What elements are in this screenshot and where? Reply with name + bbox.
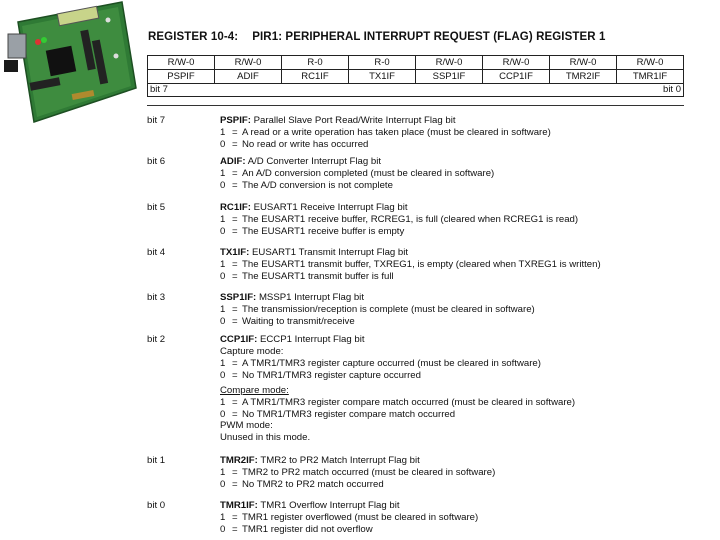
flag-description: TMR1 Overflow Interrupt Flag bit	[260, 500, 400, 511]
bit-name-cell: TMR1IF	[617, 70, 684, 84]
register-bit-table	[147, 55, 684, 84]
msb-label: bit 7	[150, 84, 168, 95]
access-cell: R/W-0	[617, 56, 684, 70]
bit-label: bit 2	[147, 334, 166, 345]
option-line: 0 = The A/D conversion is not complete	[220, 179, 393, 191]
option-line: 1 = A read or a write operation has taken place (must be cleared in software)	[220, 127, 551, 138]
bit-name-cell: RC1IF	[282, 70, 349, 84]
pwm-mode-text: Unused in this mode.	[220, 432, 311, 443]
capture-mode-heading: Capture mode:	[220, 346, 284, 357]
flag-description: MSSP1 Interrupt Flag bit	[258, 292, 364, 303]
option-line: 1 = The EUSART1 transmit buffer, TXREG1, is empty (cleared when TXREG1 is written)	[220, 259, 601, 270]
access-cell: R/W-0	[215, 56, 282, 70]
option-line: 1 = A TMR1/TMR3 register capture occurred (must be cleared in software)	[220, 358, 541, 369]
bit-name-row	[148, 70, 684, 84]
flag-name: PSPIF:	[220, 115, 251, 126]
option-line: 0 = Waiting to transmit/receive	[220, 315, 355, 327]
option-line: 0 = TMR1 register did not overflow	[220, 523, 373, 535]
register-title	[148, 31, 605, 43]
bit-label: bit 5	[147, 202, 166, 213]
option-line: 1 = A TMR1/TMR3 register compare match occurred (must be cleared in software)	[220, 397, 576, 408]
option-line: 1 = The transmission/reception is complete (must be cleared in software)	[220, 304, 535, 315]
access-cell: R/W-0	[550, 56, 617, 70]
option-line: 0 = The EUSART1 transmit buffer is full	[220, 270, 394, 282]
bit-label: bit 6	[147, 156, 166, 167]
bit-label: bit 4	[147, 247, 166, 258]
option-line: 0 = No TMR1/TMR3 register capture occurred	[220, 369, 421, 381]
bit-position-row	[147, 83, 684, 97]
register-label: REGISTER 10-4:	[148, 31, 239, 43]
bit-name-cell: SSP1IF	[416, 70, 483, 84]
option-line: 1 = An A/D conversion completed (must be cleared in software)	[220, 168, 495, 179]
flag-name: SSP1IF:	[220, 292, 257, 303]
access-cell: R-0	[349, 56, 416, 70]
flag-description: EUSART1 Receive Interrupt Flag bit	[253, 202, 408, 213]
option-line: 1 = The EUSART1 receive buffer, RCREG1, is full (cleared when RCREG1 is read)	[220, 214, 579, 225]
option-line: 0 = No TMR2 to PR2 match occurred	[220, 478, 384, 490]
access-cell: R/W-0	[416, 56, 483, 70]
option-line: 1 = TMR1 register overflowed (must be cleared in software)	[220, 512, 479, 523]
divider	[147, 105, 684, 106]
bit-label: bit 7	[147, 115, 166, 126]
bit-label: bit 1	[147, 455, 166, 466]
option-line: 0 = No TMR1/TMR3 register compare match occurred	[220, 408, 456, 420]
option-line: 0 = No read or write has occurred	[220, 138, 369, 150]
bit-label: bit 3	[147, 292, 166, 303]
access-cell: R-0	[282, 56, 349, 70]
bit-name-cell: TMR2IF	[550, 70, 617, 84]
bit-name-cell: TX1IF	[349, 70, 416, 84]
option-line: 1 = TMR2 to PR2 match occurred (must be cleared in software)	[220, 467, 496, 478]
flag-description: TMR2 to PR2 Match Interrupt Flag bit	[260, 455, 420, 466]
lsb-label: bit 0	[663, 84, 681, 95]
flag-description: ECCP1 Interrupt Flag bit	[259, 334, 365, 345]
flag-description: Parallel Slave Port Read/Write Interrupt Flag bit	[253, 115, 456, 126]
flag-name: TMR2IF:	[220, 455, 258, 466]
flag-name: ADIF:	[220, 156, 246, 167]
flag-name: TX1IF:	[220, 247, 250, 258]
bit-name-cell: ADIF	[215, 70, 282, 84]
flag-name: TMR1IF:	[220, 500, 258, 511]
bit-name-cell: CCP1IF	[483, 70, 550, 84]
bit-label: bit 0	[147, 500, 166, 511]
register-name: PIR1: PERIPHERAL INTERRUPT REQUEST (FLAG) REGISTER 1	[252, 31, 606, 43]
flag-name: CCP1IF:	[220, 334, 258, 345]
access-cell: R/W-0	[483, 56, 550, 70]
option-line: 0 = The EUSART1 receive buffer is empty	[220, 225, 405, 237]
flag-description: EUSART1 Transmit Interrupt Flag bit	[252, 247, 409, 258]
flag-name: RC1IF:	[220, 202, 251, 213]
bit-name-cell: PSPIF	[148, 70, 215, 84]
compare-mode-heading: Compare mode:	[220, 385, 289, 396]
development-board-image	[0, 0, 138, 125]
flag-description: A/D Converter Interrupt Flag bit	[247, 156, 382, 167]
access-row	[148, 56, 684, 70]
access-cell: R/W-0	[148, 56, 215, 70]
pwm-mode-heading: PWM mode:	[220, 420, 273, 431]
